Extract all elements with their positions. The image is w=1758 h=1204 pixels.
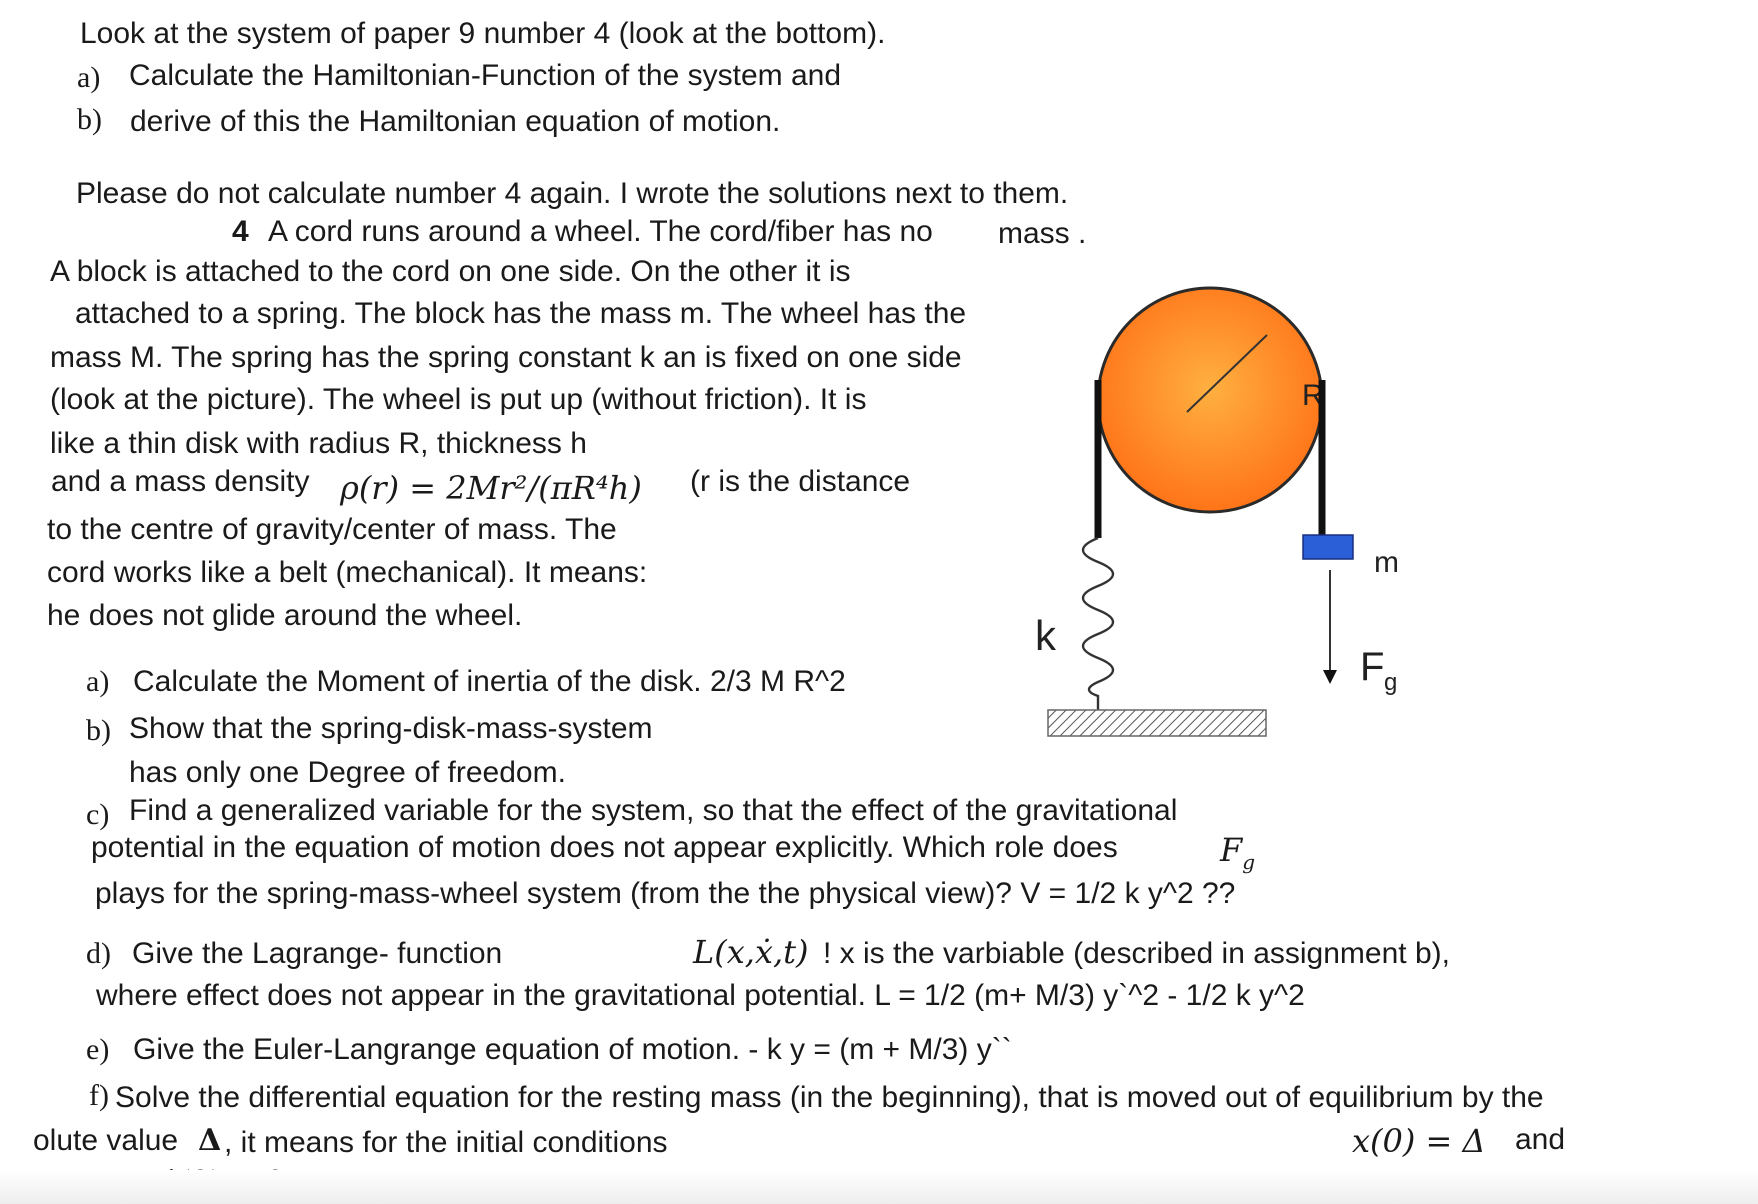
intro-b-label: b) (77, 103, 102, 136)
mass-label: m (1374, 546, 1399, 579)
task-d-text: where effect does not appear in the gravitational potential. L = 1/2 (m+ M/3) y`^2 - 1/2 k y^2 (96, 979, 1305, 1012)
intro-a-text: Calculate the Hamiltonian-Function of the system and (129, 59, 842, 92)
wheel-spring-mass-diagram (1035, 290, 1470, 740)
problem-line: A block is attached to the cord on one side. On the other it is (50, 255, 851, 288)
spring-coil (1083, 538, 1113, 710)
intro-note: Please do not calculate number 4 again. I wrote the solutions next to them. (76, 177, 1069, 210)
problem-line: to the centre of gravity/center of mass. The (47, 513, 617, 546)
task-d-text: Give the Lagrange- function (132, 937, 503, 970)
force-symbol: $F_g$ (1220, 831, 1256, 874)
force-subscript: g (1384, 669, 1398, 696)
problem-line: cord works like a belt (mechanical). It means: (47, 556, 648, 589)
ground-hatch (1048, 710, 1266, 736)
bottom-fade (0, 1170, 1758, 1204)
task-c-text: plays for the spring-mass-wheel system (from the the physical view)? V = 1/2 k y^2 ?? (95, 877, 1236, 910)
task-f-label: f) (89, 1079, 109, 1112)
problem-line: he does not glide around the wheel. (47, 599, 523, 632)
problem-line: attached to a spring. The block has the mass m. The wheel has the (75, 297, 967, 330)
task-f-text: olute value (33, 1124, 179, 1157)
task-a-label: a) (86, 665, 110, 698)
problem-line: (look at the picture). The wheel is put up (without friction). It is (50, 383, 867, 416)
intro-a-label: a) (77, 61, 101, 94)
task-c-text: Find a generalized variable for the system, so that the effect of the gravitational (129, 794, 1178, 827)
task-a-text: Calculate the Moment of inertia of the disk. 2/3 M R^2 (133, 665, 846, 698)
mass-block (1303, 535, 1353, 559)
task-c-label: c) (86, 798, 110, 831)
problem-line: mass . (998, 217, 1087, 250)
lagrange-formula: L(x,ẋ,t) (693, 933, 809, 971)
intro-line: Look at the system of paper 9 number 4 (look at the bottom). (80, 17, 886, 50)
intro-b-text: derive of this the Hamiltonian equation of motion. (130, 105, 781, 138)
task-b-label: b) (86, 714, 111, 747)
task-b-text: has only one Degree of freedom. (129, 756, 566, 789)
and-word: and (1515, 1123, 1566, 1156)
task-e-text: Give the Euler-Langrange equation of motion. - k y = (m + M/3) y`` (133, 1033, 1012, 1066)
problem-line: mass M. The spring has the spring constant k an is fixed on one side (50, 341, 962, 374)
wheel-disk (1098, 288, 1322, 512)
task-f-text: Solve the differential equation for the resting mass (in the beginning), that is moved out of equilibrium by the (115, 1081, 1544, 1114)
task-c-text: potential in the equation of motion does not appear explicitly. Which role does (91, 831, 1118, 864)
density-formula: ρ(r) = 2Mr²/(πR⁴h) (340, 469, 642, 507)
spring-label: k (1035, 612, 1056, 659)
problem-line: (r is the distance (690, 465, 911, 498)
task-f-text: , it means for the initial conditions (224, 1126, 668, 1159)
problem-line: like a thin disk with radius R, thickness h (50, 427, 587, 460)
problem-line: and a mass density (51, 465, 310, 498)
task-e-label: e) (86, 1033, 110, 1066)
problem-line: A cord runs around a wheel. The cord/fiber has no (268, 215, 933, 248)
problem-number: 4 (232, 215, 249, 248)
task-d-label: d) (86, 937, 111, 970)
radius-label: R (1302, 379, 1324, 412)
task-d-note: ! x is the varbiable (described in assignment b), (823, 937, 1450, 970)
initial-condition-x: x(0) = Δ (1352, 1122, 1486, 1160)
force-label: F (1360, 645, 1385, 689)
force-arrow-head (1323, 670, 1337, 684)
task-b-text: Show that the spring-disk-mass-system (129, 712, 653, 745)
delta-symbol: Δ (198, 1123, 222, 1158)
